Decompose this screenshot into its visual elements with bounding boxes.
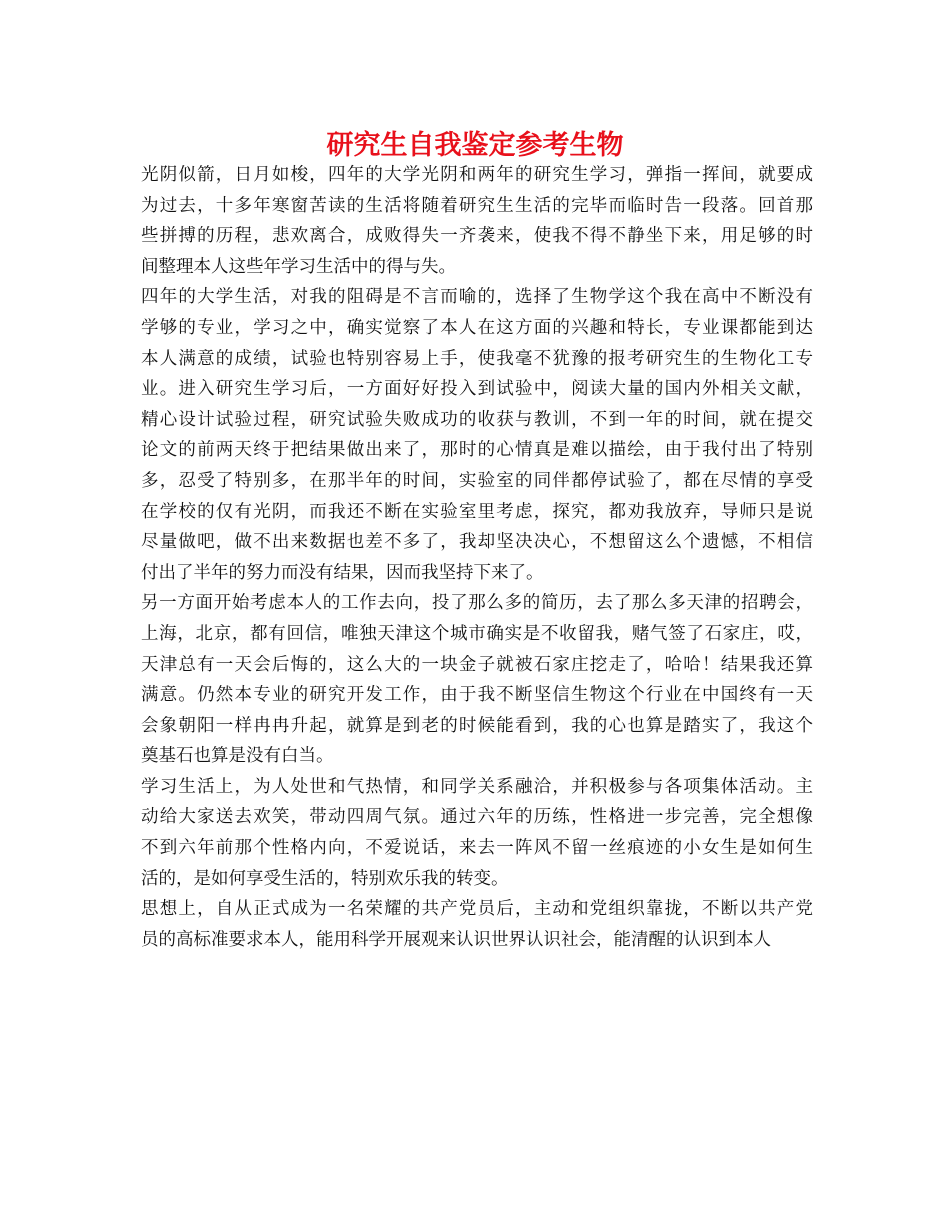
paragraph-line: 付出了半年的努力而没有结果，因而我坚持下来了。	[141, 562, 544, 583]
paragraph-line: 在学校的仅有光阴，而我还不断在实验室里考虑，探究，都劝我放弃，导师只是说	[141, 501, 813, 522]
paragraph-line: 多，忍受了特别多，在那半年的时间，实验室的同伴都停试验了，都在尽情的享受	[141, 470, 813, 491]
paragraph-line: 为过去，十多年寒窗苦读的生活将随着研究生生活的完毕而临时告一段落。回首那	[141, 195, 813, 216]
paragraph	[141, 160, 813, 282]
paragraph-line: 不到六年前那个性格内向，不爱说话，来去一阵风不留一丝痕迹的小女生是如何生	[141, 838, 813, 859]
paragraph-line: 四年的大学生活，对我的阻碍是不言而喻的，选择了生物学这个我在高中不断没有	[141, 287, 813, 308]
paragraph-line: 思想上，自从正式成为一名荣耀的共产党员后，主动和党组织靠拢，不断以共产党	[141, 899, 813, 920]
paragraph	[141, 894, 813, 955]
paragraph-line: 动给大家送去欢笑，带动四周气氛。通过六年的历练，性格进一步完善，完全想像	[141, 807, 813, 828]
paragraph-line: 活的，是如何享受生活的，特别欢乐我的转变。	[141, 868, 509, 889]
paragraph-line: 尽量做吧，做不出来数据也差不多了，我却坚决决心，不想留这么个遗憾，不相信	[141, 532, 813, 553]
paragraph-line: 天津总有一天会后悔的，这么大的一块金子就被石家庄挖走了，哈哈！结果我还算	[141, 654, 813, 675]
paragraph-line: 会象朝阳一样冉冉升起，就算是到老的时候能看到，我的心也算是踏实了，我这个	[141, 715, 813, 736]
paragraph-line: 学习生活上，为人处世和气热情，和同学关系融洽，并积极参与各项集体活动。主	[141, 776, 813, 797]
paragraph-line: 员的高标准要求本人，能用科学开展观来认识世界认识社会，能清醒的认识到本人	[141, 929, 771, 950]
document-title: 研究生自我鉴定参考生物	[326, 130, 624, 161]
paragraph	[141, 588, 813, 772]
paragraph	[141, 772, 813, 894]
paragraph-line: 些拼搏的历程，悲欢离合，成败得失一齐袭来，使我不得不静坐下来，用足够的时	[141, 226, 813, 247]
paragraph-line: 间整理本人这些年学习生活中的得与失。	[141, 256, 456, 277]
paragraph-line: 精心设计试验过程，研究试验失败成功的收获与教训，不到一年的时间，就在提交	[141, 409, 813, 430]
paragraph-line: 奠基石也算是没有白当。	[141, 746, 334, 767]
paragraph-line: 本人满意的成绩，试验也特别容易上手，使我毫不犹豫的报考研究生的生物化工专	[141, 348, 813, 369]
paragraph-line: 业。进入研究生学习后，一方面好好投入到试验中，阅读大量的国内外相关文献，	[141, 379, 813, 400]
paragraph	[141, 282, 813, 588]
paragraph-line: 论文的前两天终于把结果做出来了，那时的心情真是难以描绘，由于我付出了特别	[141, 440, 813, 461]
paragraph-line: 光阴似箭，日月如梭，四年的大学光阴和两年的研究生学习，弹指一挥间，就要成	[141, 165, 813, 185]
paragraph-line: 满意。仍然本专业的研究开发工作，由于我不断坚信生物这个行业在中国终有一天	[141, 685, 813, 706]
paragraph-line: 上海，北京，都有回信，唯独天津这个城市确实是不收留我，赌气签了石家庄，哎，	[141, 623, 813, 644]
document-body	[141, 160, 813, 955]
paragraph-line: 另一方面开始考虑本人的工作去向，投了那么多的简历，去了那么多天津的招聘会，	[141, 593, 813, 614]
paragraph-line: 学够的专业，学习之中，确实觉察了本人在这方面的兴趣和特长，专业课都能到达	[141, 317, 813, 338]
